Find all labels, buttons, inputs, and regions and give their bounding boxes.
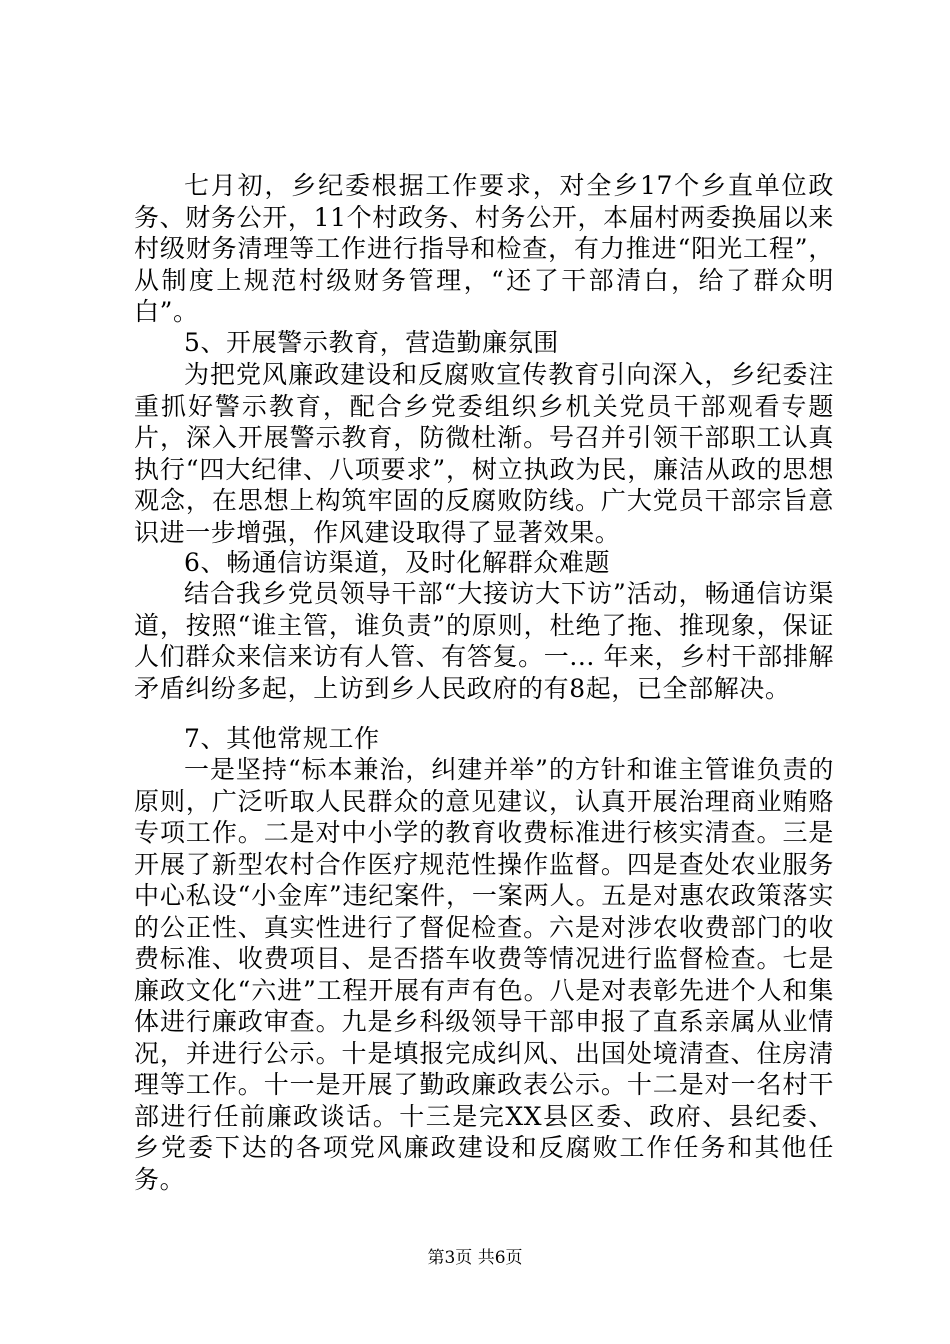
paragraph-warning-education: 为把党风廉政建设和反腐败宣传教育引向深入，乡纪委注重抓好警示教育，配合乡党委组织乡机关党员干部观看专题片，深入开展警示教育，防微杜渐。号召并引领干部职工认真执行“四大纪律、八项要求”，树立执政为民，廉洁从政的思想观念，在思想上构筑牢固的反腐败防线。广大党员干部宗旨意识进一步增强，作风建设取得了显著效果。 [134, 360, 834, 547]
page-number-footer: 第3页 共6页 [427, 1248, 523, 1268]
heading-section-7: 7、其他常规工作 [184, 724, 380, 753]
paragraph-routine-work: 一是坚持“标本兼治，纠建并举”的方针和谁主管谁负责的原则，广泛听取人民群众的意见建议，认真开展治理商业贿赂专项工作。二是对中小学的教育收费标准进行核实清查。三是开展了新型农村合作医疗规范性操作监督。四是查处农业服务中心私设“小金库”违纪案件，一案两人。五是对惠农政策落实的公正性、真实性进行了督促检查。六是对涉农收费部门的收费标准、收费项目、是否搭车收费等情况进行监督检查。七是廉政文化“六进”工程开展有声有色。八是对表彰先进个人和集体进行廉政审查。九是乡科级领导干部申报了直系亲属从业情况，并进行公示。十是填报完成纠风、出国处境清查、住房清理等工作。十一是开展了勤政廉政表公示。十二是对一名村干部进行任前廉政谈话。十三是完XX县区委、政府、县纪委、乡党委下达的各项党风廉政建设和反腐败工作任务和其他任务。 [134, 755, 834, 1194]
paragraph-petition-channels: 结合我乡党员领导干部“大接访大下访”活动，畅通信访渠道，按照“谁主管，谁负责”的原则，杜绝了拖、推现象，保证人们群众来信来访有人管、有答复。一... 年来，乡村干部排解矛盾纠纷多起，上访到乡人民政府的有8起，已全部解决。 [134, 579, 834, 703]
paragraph-financial-disclosure: 七月初，乡纪委根据工作要求，对全乡17个乡直单位政务、财务公开，11个村政务、村务公开，本届村两委换届以来村级财务清理等工作进行指导和检查，有力推进“阳光工程”，从制度上规范村级财务管理，“还了干部清白，给了群众明白”。 [134, 171, 834, 326]
heading-section-5: 5、开展警示教育，营造勤廉氛围 [184, 328, 559, 357]
heading-section-6: 6、畅通信访渠道，及时化解群众难题 [184, 548, 611, 577]
